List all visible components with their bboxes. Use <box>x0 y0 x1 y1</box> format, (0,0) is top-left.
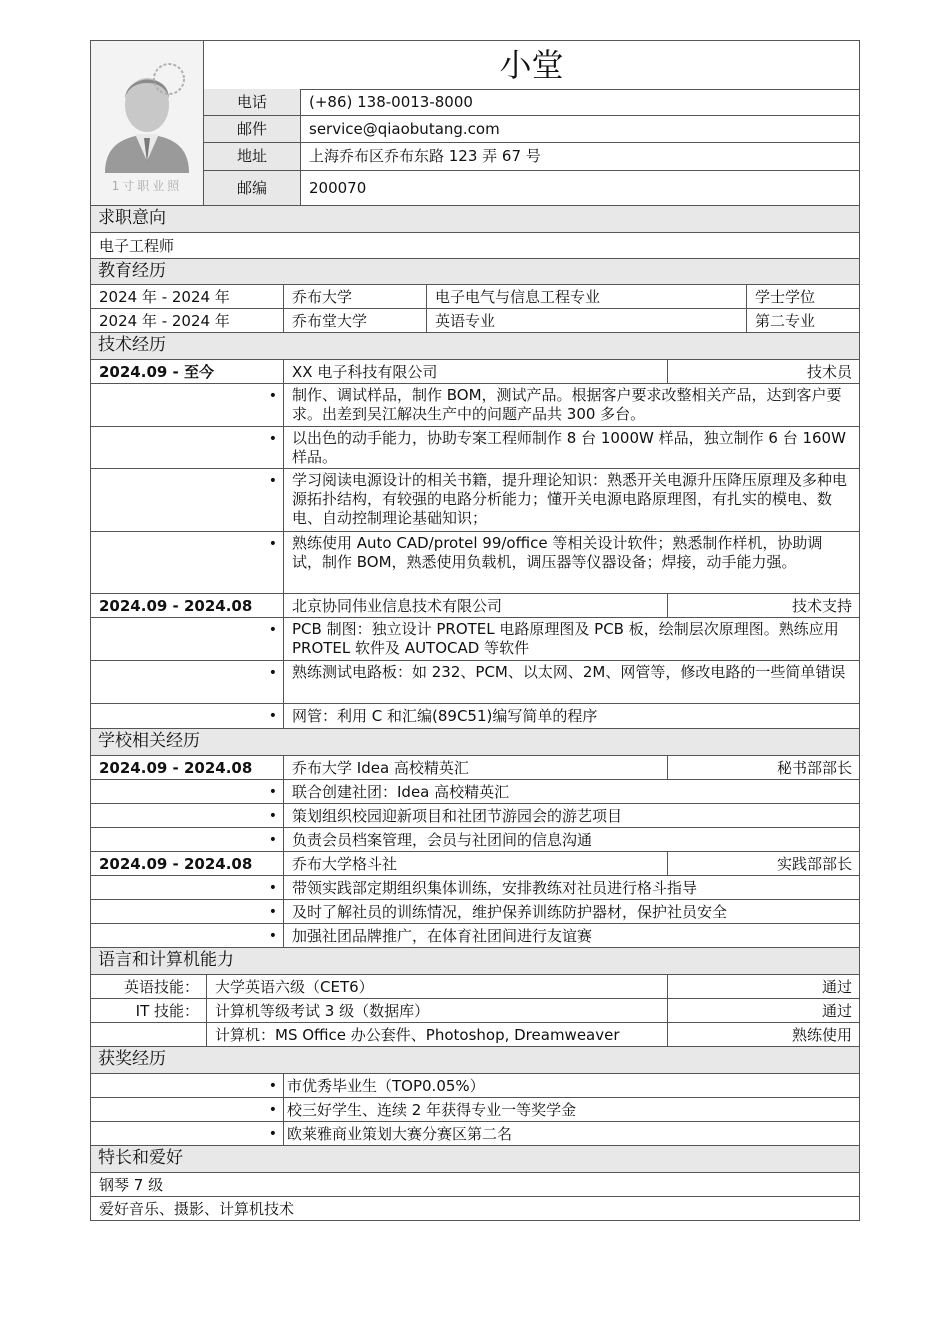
skill-level: 通过 <box>667 975 859 998</box>
section-title-awards: 获奖经历 <box>90 1047 860 1074</box>
job-bullet-row <box>90 532 860 594</box>
award-text: 欧莱雅商业策划大赛分赛区第二名 <box>283 1122 859 1145</box>
org-period: 2024.09 - 2024.08 <box>99 759 253 777</box>
org-bullet-text: 联合创建社团：Idea 高校精英汇 <box>283 780 859 803</box>
address-value: 上海乔布区乔布东路 123 弄 67 号 <box>309 147 541 165</box>
education-major: 电子电气与信息工程专业 <box>426 285 746 308</box>
job-bullet-row <box>90 704 860 729</box>
award-text: 校三好学生、连续 2 年获得专业一等奖学金 <box>283 1098 859 1121</box>
email-value[interactable]: service@qiaobutang.com <box>309 120 500 138</box>
skill-row <box>90 1023 860 1047</box>
bullet-icon: • <box>268 1102 277 1118</box>
job-bullet-text: 网管：利用 C 和汇编(89C51)编写简单的程序 <box>283 704 859 728</box>
org-bullet-row <box>90 924 860 948</box>
education-school: 乔布堂大学 <box>283 309 426 332</box>
photo-label: 1寸职业照 <box>111 179 183 193</box>
section-title-school: 学校相关经历 <box>90 729 860 756</box>
job-bullet-text: 以出色的动手能力，协助专案工程师制作 8 台 1000W 样品，独立制作 6 台 160W 样品。 <box>283 427 859 468</box>
org-bullet-row <box>90 876 860 900</box>
postcode-label: 邮编 <box>204 171 301 205</box>
org-bullet-row <box>90 828 860 852</box>
bullet-icon: • <box>268 622 277 638</box>
org-header-row <box>90 852 860 876</box>
job-bullet-text: 制作、调试样品，制作 BOM，测试产品。根据客户要求改整相关产品，达到客户要求。出差到吴江解决生产中的问题产品共 300 多台。 <box>283 384 859 426</box>
org-bullet-row <box>90 900 860 924</box>
phone-row <box>204 89 859 116</box>
org-bullet-text: 及时了解社员的训练情况，维护保养训练防护器材，保护社员安全 <box>283 900 859 923</box>
postcode-value: 200070 <box>309 179 367 197</box>
bullet-icon: • <box>268 784 277 800</box>
job-bullet-row <box>90 661 860 704</box>
job-bullet-row <box>90 427 860 469</box>
org-bullet-text: 加强社团品牌推广，在体育社团间进行友谊赛 <box>283 924 859 947</box>
skill-row <box>90 999 860 1023</box>
hobby-text: 爱好音乐、摄影、计算机技术 <box>99 1200 295 1218</box>
job-period: 2024.09 - 2024.08 <box>99 597 253 615</box>
job-role: 技术员 <box>667 360 859 383</box>
skill-label: IT 技能： <box>135 1002 199 1020</box>
skill-label: 英语技能： <box>123 978 199 996</box>
bullet-icon: • <box>268 388 277 404</box>
job-bullet-text: PCB 制图：独立设计 PROTEL 电路原理图及 PCB 板，绘制层次原理图。熟练应用 PROTEL 软件及 AUTOCAD 等软件 <box>283 618 859 660</box>
job-bullet-row <box>90 384 860 427</box>
job-bullet-row <box>90 618 860 661</box>
skill-label <box>91 1023 206 1046</box>
education-school: 乔布大学 <box>283 285 426 308</box>
org-name: 乔布大学 Idea 高校精英汇 <box>283 756 667 779</box>
candidate-name: 小堂 <box>204 41 859 90</box>
skill-level: 熟练使用 <box>667 1023 859 1046</box>
job-bullet-text: 熟练使用 Auto CAD/protel 99/office 等相关设计软件；熟悉制作样机，协助调试，制作 BOM，熟悉使用负载机，调压器等仪器设备；焊接，动手能力强。 <box>283 532 859 593</box>
section-title-education: 教育经历 <box>90 259 860 285</box>
skill-row <box>90 975 860 999</box>
address-row <box>204 143 859 171</box>
education-period: 2024 年 - 2024 年 <box>99 288 230 306</box>
profile-photo <box>91 41 204 205</box>
education-row <box>90 285 860 309</box>
section-title-hobbies: 特长和爱好 <box>90 1146 860 1173</box>
skill-desc: 计算机：MS Office 办公套件、Photoshop, Dreamweaver <box>206 1023 667 1046</box>
org-bullet-text: 负责会员档案管理，会员与社团间的信息沟通 <box>283 828 859 851</box>
bullet-icon: • <box>268 1078 277 1094</box>
address-label: 地址 <box>204 143 301 170</box>
section-title-skills: 语言和计算机能力 <box>90 948 860 975</box>
section-title-tech: 技术经历 <box>90 333 860 360</box>
phone-value: (+86) 138-0013-8000 <box>309 93 473 111</box>
org-bullet-row <box>90 780 860 804</box>
postcode-row <box>204 171 859 205</box>
job-period: 2024.09 - 至今 <box>99 363 214 381</box>
phone-label: 电话 <box>204 89 301 115</box>
bullet-icon: • <box>268 832 277 848</box>
job-company: XX 电子科技有限公司 <box>283 360 667 383</box>
skill-desc: 计算机等级考试 3 级（数据库） <box>206 999 667 1022</box>
bullet-icon: • <box>268 928 277 944</box>
job-header-row <box>90 594 860 618</box>
resume-header <box>90 40 860 206</box>
hobby-row <box>90 1197 860 1221</box>
bullet-icon: • <box>268 431 277 447</box>
bullet-icon: • <box>268 1126 277 1142</box>
org-period: 2024.09 - 2024.08 <box>99 855 253 873</box>
education-row <box>90 309 860 333</box>
job-bullet-text: 熟练测试电路板：如 232、PCM、以太网、2M、网管等，修改电路的一些简单错误 <box>283 661 859 703</box>
job-header-row <box>90 360 860 384</box>
bullet-icon: • <box>268 808 277 824</box>
objective-value: 电子工程师 <box>99 237 175 255</box>
bullet-icon: • <box>268 536 277 552</box>
org-role: 秘书部部长 <box>667 756 859 779</box>
job-bullet-text: 学习阅读电源设计的相关书籍，提升理论知识：熟悉开关电源升压降压原理及多种电源拓扑结构，有较强的电路分析能力；懂开关电源电路原理图，有扎实的模电、数电、自动控制理论基础知识； <box>283 469 859 531</box>
email-label: 邮件 <box>204 116 301 142</box>
bullet-icon: • <box>268 904 277 920</box>
job-bullet-row <box>90 469 860 532</box>
org-bullet-text: 策划组织校园迎新项目和社团节游园会的游艺项目 <box>283 804 859 827</box>
email-row <box>204 116 859 143</box>
org-name: 乔布大学格斗社 <box>283 852 667 875</box>
org-header-row <box>90 756 860 780</box>
resume <box>90 40 860 1221</box>
award-row <box>90 1098 860 1122</box>
award-text: 市优秀毕业生（TOP0.05%） <box>283 1074 859 1097</box>
education-degree: 第二专业 <box>746 309 859 332</box>
hobby-text: 钢琴 7 级 <box>99 1176 164 1194</box>
bullet-icon: • <box>268 665 277 681</box>
bullet-icon: • <box>268 708 277 724</box>
bullet-icon: • <box>268 880 277 896</box>
skill-desc: 大学英语六级（CET6） <box>206 975 667 998</box>
job-company: 北京协同伟业信息技术有限公司 <box>283 594 667 617</box>
education-major: 英语专业 <box>426 309 746 332</box>
job-role: 技术支持 <box>667 594 859 617</box>
hobby-row <box>90 1173 860 1197</box>
award-row <box>90 1122 860 1146</box>
bullet-icon: • <box>268 473 277 489</box>
org-bullet-text: 带领实践部定期组织集体训练，安排教练对社员进行格斗指导 <box>283 876 859 899</box>
skill-level: 通过 <box>667 999 859 1022</box>
section-title-objective: 求职意向 <box>90 206 860 233</box>
org-bullet-row <box>90 804 860 828</box>
education-period: 2024 年 - 2024 年 <box>99 312 230 330</box>
objective-row <box>90 233 860 259</box>
org-role: 实践部部长 <box>667 852 859 875</box>
award-row <box>90 1074 860 1098</box>
education-degree: 学士学位 <box>746 285 859 308</box>
